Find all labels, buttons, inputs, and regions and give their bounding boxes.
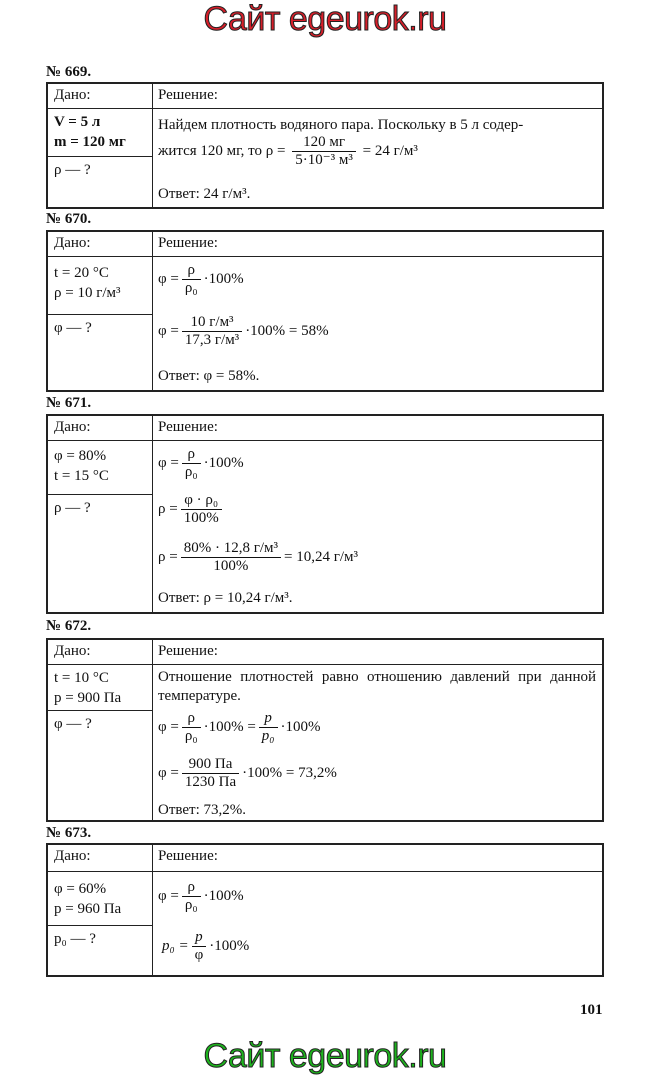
humidity-formula — [158, 710, 321, 745]
fraction-numerator: 80% · 12,8 г/м³ — [181, 540, 281, 558]
formula-right: ·100% — [203, 887, 244, 904]
given-line: V = 5 л — [54, 114, 101, 130]
fraction-denominator: 17,3 г/м³ — [184, 332, 240, 348]
fraction-denominator: p₀ — [261, 728, 275, 744]
fraction-denominator: φ — [194, 947, 204, 963]
formula-right: ·100% = 58% — [245, 322, 329, 339]
density-expression — [158, 492, 225, 527]
problem-number: № 671. — [46, 395, 92, 411]
density-calculation — [158, 540, 358, 575]
given-header: Дано: — [54, 419, 91, 435]
formula-left: p₀ = — [162, 937, 189, 954]
answer: Ответ: φ = 58%. — [158, 368, 260, 384]
given-header: Дано: — [54, 87, 91, 103]
given-line: t = 10 °C — [54, 670, 109, 686]
problem-table-672 — [46, 638, 604, 822]
fraction-denominator: 5·10⁻³ м³ — [295, 152, 353, 168]
solution-header: Решение: — [158, 235, 218, 251]
formula-right: ·100% = 73,2% — [242, 764, 337, 781]
answer: Ответ: 24 г/м³. — [158, 186, 251, 202]
given-line: φ = 80% — [54, 448, 107, 464]
page-number: 101 — [580, 1002, 603, 1018]
solution-header: Решение: — [158, 848, 218, 864]
fraction-denominator: ρ₀ — [184, 464, 198, 480]
humidity-calculation — [158, 314, 329, 349]
density-formula — [158, 134, 418, 169]
unknown-value: φ — ? — [54, 716, 92, 732]
given-values — [54, 446, 109, 486]
given-values — [54, 668, 121, 708]
fraction-denominator: 1230 Па — [184, 774, 237, 790]
solution-header: Решение: — [158, 419, 218, 435]
solution-header: Решение: — [158, 643, 218, 659]
problem-number: № 672. — [46, 618, 92, 634]
fraction-numerator: 120 мг — [292, 134, 356, 152]
formula-middle: ·100% = — [203, 718, 256, 735]
humidity-formula — [158, 446, 244, 481]
given-line: p = 960 Па — [54, 901, 122, 917]
given-header: Дано: — [54, 643, 91, 659]
fraction-numerator: p — [259, 710, 278, 728]
formula-right: ·100% — [209, 937, 250, 954]
problem-number: № 669. — [46, 64, 92, 80]
fraction-numerator: φ · ρ₀ — [181, 492, 222, 510]
fraction-numerator: 10 г/м³ — [182, 314, 242, 332]
site-banner-bottom[interactable]: Сайт egeurok.ru — [203, 1037, 447, 1075]
formula-left: φ = — [158, 718, 179, 735]
solution-text: Отношение плотностей равно отношению давлений при данной температуре. — [158, 669, 596, 704]
unknown-value: φ — ? — [54, 320, 92, 336]
solution-text: Найдем плотность водяного пара. Поскольку в 5 л содер- — [158, 117, 524, 133]
given-values — [54, 879, 121, 919]
formula-left: φ = — [158, 764, 179, 781]
formula-left: φ = — [158, 270, 179, 287]
problem-table-671 — [46, 414, 604, 614]
fraction-denominator: 100% — [183, 510, 219, 526]
unknown-value: ρ — ? — [54, 162, 91, 178]
fraction-denominator: ρ₀ — [184, 280, 198, 296]
formula-left: ρ = — [158, 500, 178, 517]
formula-right: ·100% — [280, 718, 321, 735]
given-line: p = 900 Па — [54, 690, 122, 706]
site-banner-top[interactable]: Сайт egeurok.ru — [203, 0, 447, 38]
given-line: t = 15 °C — [54, 468, 109, 484]
fraction-denominator: ρ₀ — [184, 728, 198, 744]
problem-table-670 — [46, 230, 604, 392]
answer: Ответ: 73,2%. — [158, 802, 247, 818]
pressure-formula — [162, 929, 249, 964]
fraction-numerator: 900 Па — [182, 756, 239, 774]
given-values — [54, 112, 126, 152]
unknown-value: ρ — ? — [54, 500, 91, 516]
fraction-numerator: ρ — [182, 710, 201, 728]
solution-header: Решение: — [158, 87, 218, 103]
fraction-numerator: ρ — [182, 879, 201, 897]
given-values — [54, 263, 121, 303]
problem-table-669 — [46, 82, 604, 209]
given-line: t = 20 °C — [54, 265, 109, 281]
formula-right: = 10,24 г/м³ — [284, 548, 359, 565]
formula-left: φ = — [158, 322, 179, 339]
fraction-numerator: ρ — [182, 446, 201, 464]
given-line: ρ = 10 г/м³ — [54, 285, 121, 301]
answer: Ответ: ρ = 10,24 г/м³. — [158, 590, 293, 606]
fraction-denominator: ρ₀ — [184, 897, 198, 913]
formula-left: φ = — [158, 454, 179, 471]
formula-prefix: жится 120 мг, то ρ = — [158, 142, 286, 159]
problem-number: № 673. — [46, 825, 92, 841]
humidity-formula — [158, 879, 244, 914]
given-header: Дано: — [54, 235, 91, 251]
fraction-numerator: ρ — [182, 262, 201, 280]
fraction-denominator: 100% — [213, 558, 249, 574]
humidity-formula — [158, 262, 244, 297]
given-header: Дано: — [54, 848, 91, 864]
formula-result: = 24 г/м³ — [362, 142, 418, 159]
humidity-calculation — [158, 756, 337, 791]
fraction-numerator: p — [192, 929, 207, 947]
formula-right: ·100% — [203, 454, 244, 471]
formula-right: ·100% — [203, 270, 244, 287]
formula-left: φ = — [158, 887, 179, 904]
unknown-value: p₀ — ? — [54, 931, 96, 947]
given-line: φ = 60% — [54, 881, 107, 897]
problem-table-673 — [46, 843, 604, 977]
given-line: m = 120 мг — [54, 134, 126, 150]
formula-left: ρ = — [158, 548, 178, 565]
problem-number: № 670. — [46, 211, 92, 227]
